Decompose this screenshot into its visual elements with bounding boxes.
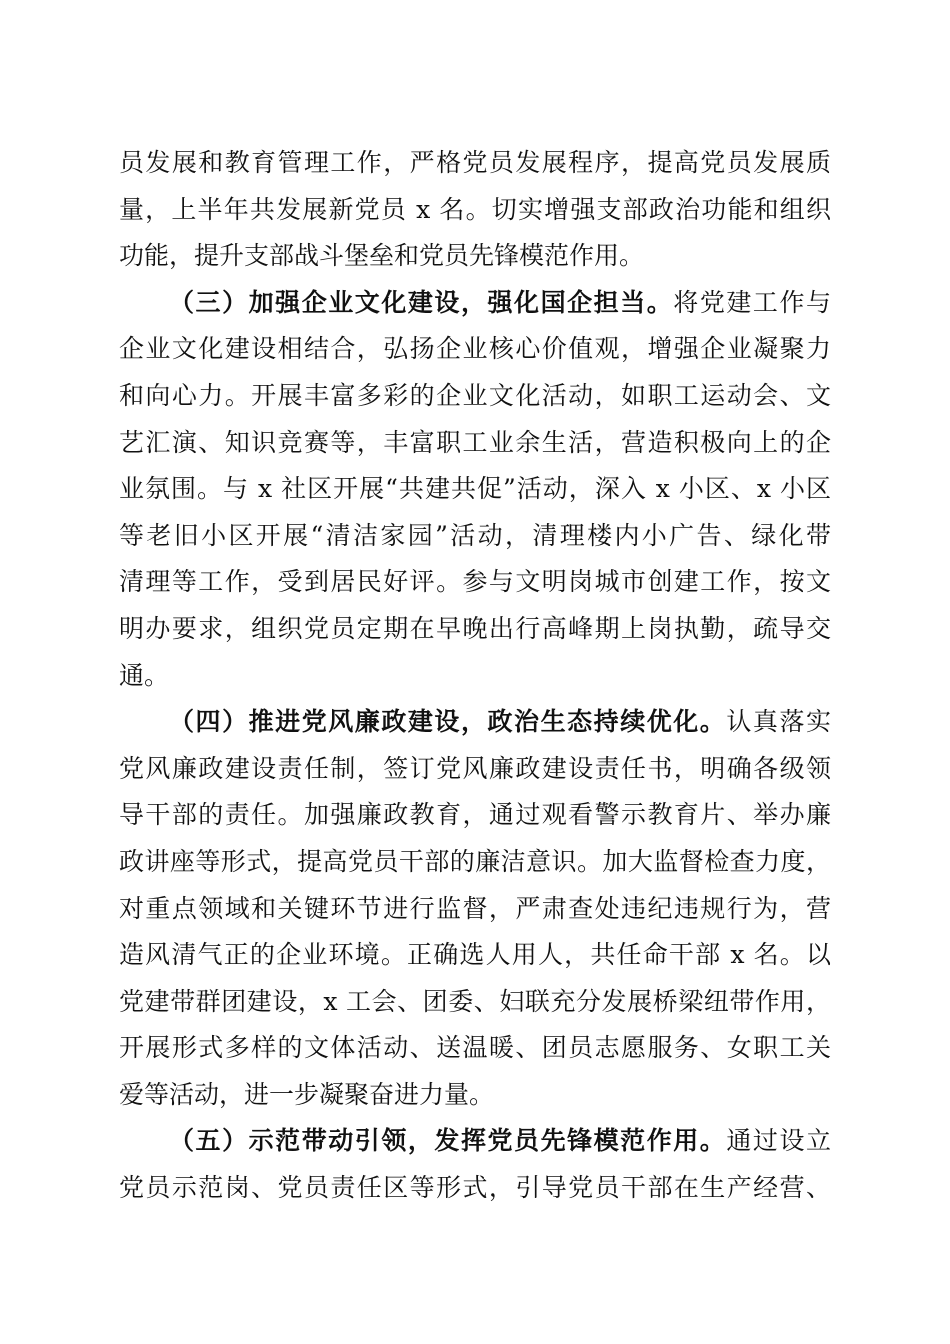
text-line: 政讲座等形式，提高党员干部的廉洁意识。加大监督检查力度， — [119, 846, 831, 876]
text-line: 艺汇演、知识竞赛等，丰富职工业余生活，营造积极向上的企 — [119, 427, 831, 457]
text-line: 量，上半年共发展新党员 x 名。切实增强支部政治功能和组织 — [119, 194, 831, 224]
text-line: 清理等工作，受到居民好评。参与文明岗城市创建工作，按文 — [119, 567, 831, 597]
paragraph-party-member-development — [119, 140, 831, 280]
paragraph-clean-governance — [119, 699, 831, 1118]
paragraph-first-line — [119, 699, 831, 746]
text-line: 业氛围。与 x 社区开展“共建共促”活动，深入 x 小区、x 小区 — [119, 474, 831, 504]
document-body — [119, 140, 831, 1212]
text-run: 认真落实 — [726, 707, 831, 737]
paragraph-first-line — [119, 1118, 831, 1165]
text-line: 导干部的责任。加强廉政教育，通过观看警示教育片、举办廉 — [119, 800, 831, 830]
paragraph-corporate-culture — [119, 280, 831, 699]
paragraph-first-line — [119, 280, 831, 327]
text-line: 党风廉政建设责任制，签订党风廉政建设责任书，明确各级领 — [119, 753, 831, 783]
section-heading: （五）示范带动引领，发挥党员先锋模范作用。 — [169, 1126, 727, 1156]
text-line: 党建带群团建设，x 工会、团委、妇联充分发展桥梁纽带作用， — [119, 986, 831, 1016]
text-line: 明办要求，组织党员定期在早晚出行高峰期上岗执勤，疏导交 — [119, 613, 831, 643]
text-line: 企业文化建设相结合，弘扬企业核心价值观，增强企业凝聚力 — [119, 334, 831, 364]
section-heading: （三）加强企业文化建设，强化国企担当。 — [169, 287, 674, 317]
text-run: 通过设立 — [726, 1126, 831, 1156]
text-line: 开展形式多样的文体活动、送温暖、团员志愿服务、女职工关 — [119, 1033, 831, 1063]
text-line: 党员示范岗、党员责任区等形式，引导党员干部在生产经营、 — [119, 1173, 831, 1203]
text-line: 等老旧小区开展“清洁家园”活动，清理楼内小广告、绿化带 — [119, 520, 831, 550]
text-line: 通。 — [119, 660, 170, 690]
section-heading: （四）推进党风廉政建设，政治生态持续优化。 — [169, 707, 727, 737]
text-run: 将党建工作与 — [673, 287, 831, 317]
text-line: 和向心力。开展丰富多彩的企业文化活动，如职工运动会、文 — [119, 380, 831, 410]
text-line: 爱等活动，进一步凝聚奋进力量。 — [119, 1079, 495, 1109]
text-line: 对重点领域和关键环节进行监督，严肃查处违纪违规行为，营 — [119, 893, 831, 923]
text-line: 造风清气正的企业环境。正确选人用人，共任命干部 x 名。以 — [119, 940, 831, 970]
text-line: 功能，提升支部战斗堡垒和党员先锋模范作用。 — [119, 241, 645, 271]
text-line: 员发展和教育管理工作，严格党员发展程序，提高党员发展质 — [119, 148, 831, 177]
paragraph-model-leadership — [119, 1118, 831, 1211]
